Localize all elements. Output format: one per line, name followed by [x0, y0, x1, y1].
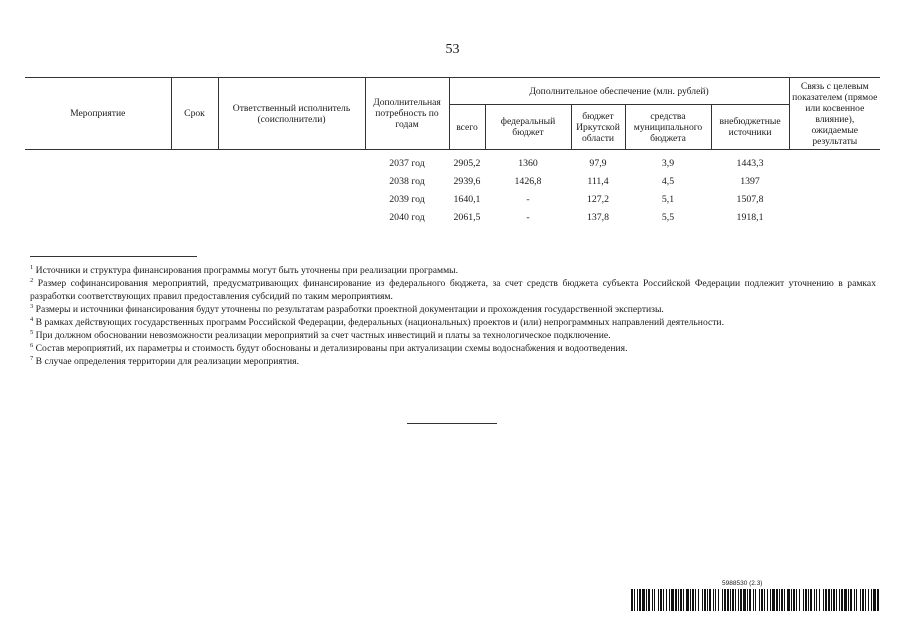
table-row — [25, 209, 880, 227]
cell-regional: 97,9 — [589, 158, 607, 169]
table-row — [25, 191, 880, 209]
cell-year: 2037 год — [389, 158, 425, 169]
cell-regional: 137,8 — [586, 212, 610, 223]
footnote-2: $^2$ Размер софинансирования мероприятий, предусматривающих финансирование из федерального бюджета, за счет средств бюджета субъекта Российской Федерации подлежит уточнению в рамках разработки соответствующих правил предоставления субсидий по таким мероприятиям. — [30, 277, 876, 302]
cell-federal: 1360 — [518, 158, 538, 169]
header-need-by-year: Дополнительная потребность по годам — [365, 78, 449, 150]
cell-municipal: 4,5 — [661, 176, 675, 187]
cell-extrabudget: 1918,1 — [736, 212, 764, 223]
header-executor: Ответственный исполнитель (соисполнители) — [218, 78, 365, 150]
footnote-1: $^1$ Источники и структура финансирования программы могут быть уточнены при реализации программы. — [30, 264, 459, 276]
footnotes — [30, 264, 876, 368]
page-number: 53 — [445, 42, 460, 57]
cell-extrabudget: 1443,3 — [736, 158, 764, 169]
header-additional-funding: Дополнительное обеспечение (млн. рублей) — [449, 78, 789, 105]
cell-municipal: 5,5 — [661, 212, 675, 223]
cell-federal: - — [526, 194, 530, 205]
document-code: 5988530 (2.3) — [722, 580, 763, 587]
header-target-link: Связь с целевым показателем (прямое или косвенное влияние), ожидаемые результаты — [789, 78, 880, 150]
cell-municipal: 3,9 — [661, 158, 675, 169]
cell-total: 1640,1 — [453, 194, 481, 205]
cell-extrabudget: 1507,8 — [736, 194, 764, 205]
header-term: Срок — [171, 78, 218, 150]
cell-regional: 127,2 — [586, 194, 610, 205]
barcode — [631, 589, 879, 611]
cell-total: 2061,5 — [453, 212, 481, 223]
header-federal: федеральный бюджет — [485, 105, 571, 150]
cell-federal: - — [526, 212, 530, 223]
financing-table — [25, 77, 880, 227]
cell-year: 2038 год — [389, 176, 425, 187]
header-municipal: средства муниципального бюджета — [625, 105, 711, 150]
footnote-6: $^6$ Состав мероприятий, их параметры и стоимость будут обоснованы и детализированы при актуализации схемы водоснабжения и водоотведения. — [30, 342, 628, 354]
cell-year: 2039 год — [389, 194, 425, 205]
table-row — [25, 155, 880, 173]
table-row — [25, 173, 880, 191]
cell-municipal: 5,1 — [661, 194, 675, 205]
footnote-3: $^3$ Размеры и источники финансирования будут уточнены по результатам разработки проектной документации и прохождения государственной экспертизы. — [30, 303, 664, 315]
footnote-7: $^7$ В случае определения территории для реализации мероприятия. — [30, 355, 299, 367]
cell-year: 2040 год — [389, 212, 425, 223]
cell-total: 2905,2 — [453, 158, 481, 169]
header-extrabudget: внебюджетные источники — [711, 105, 789, 150]
end-separator — [407, 423, 497, 424]
footnote-4: $^4$ В рамках действующих государственных программ Российской Федерации, федеральных (национальных) проектов и (или) непрограммных направлений деятельности. — [30, 316, 724, 328]
header-event: Мероприятие — [25, 78, 171, 150]
cell-extrabudget: 1397 — [740, 176, 760, 187]
footnote-5: $^5$ При должном обосновании невозможности реализации мероприятий за счет частных инвестиций и платы за технологическое подключение. — [30, 329, 611, 341]
cell-total: 2939,6 — [453, 176, 481, 187]
header-regional: бюджет Иркутской области — [571, 105, 625, 150]
header-total: всего — [449, 105, 485, 150]
cell-federal: 1426,8 — [514, 176, 542, 187]
footnote-separator — [30, 256, 197, 257]
cell-regional: 111,4 — [587, 176, 609, 187]
